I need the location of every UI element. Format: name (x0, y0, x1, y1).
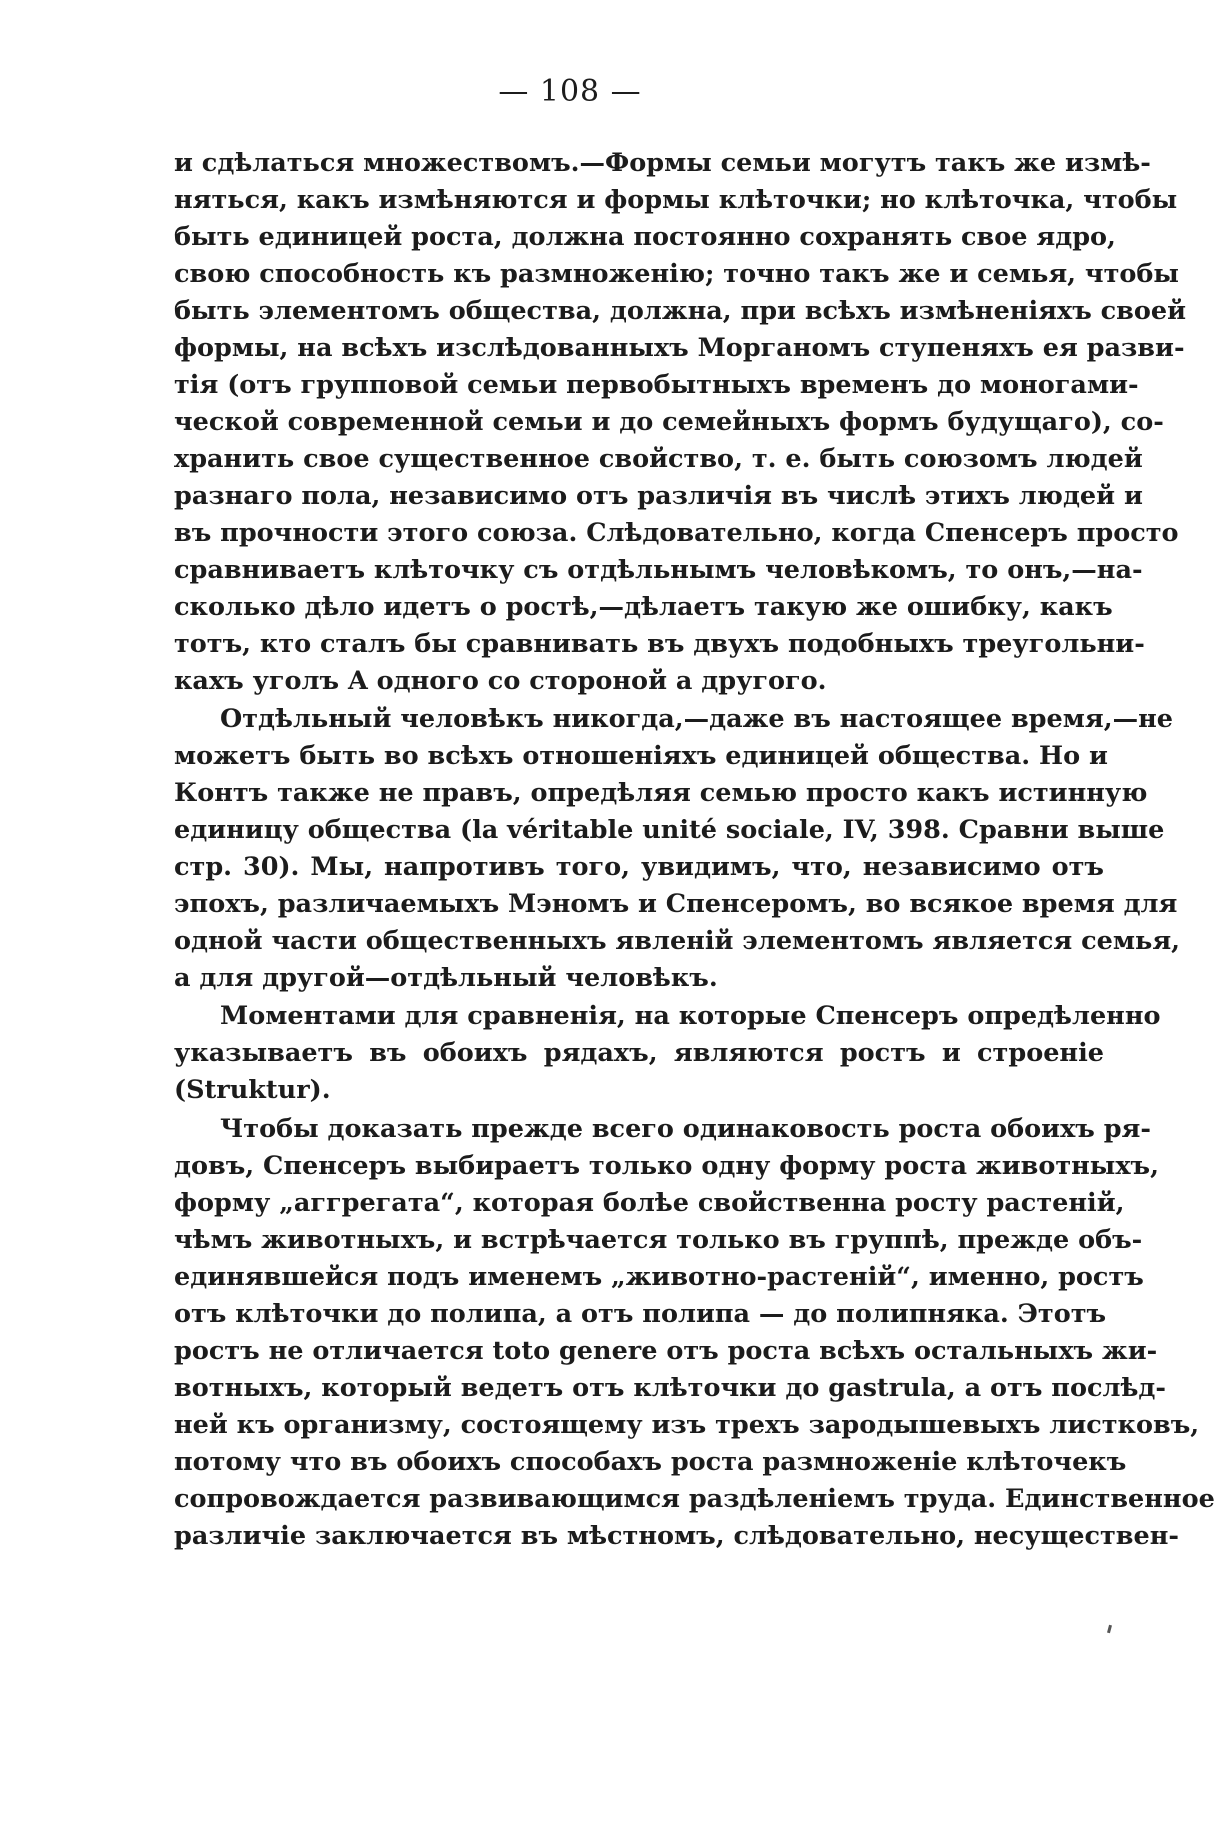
text-line: Моментами для сравненія, на которые Спенсеръ опредѣленно (220, 1001, 1161, 1031)
text-line: эпохъ, различаемыхъ Мэномъ и Спенсеромъ, во всякое время для (174, 889, 1178, 919)
text-line: формы, на всѣхъ изслѣдованныхъ Морганомъ ступеняхъ ея разви- (174, 333, 1185, 363)
text-line: (Struktur). (174, 1075, 331, 1105)
text-line: форму „аггрегата“, которая болѣе свойственна росту растеній, (174, 1188, 1125, 1218)
paragraph (174, 701, 1181, 997)
text-line: хранить свое существенное свойство, т. е. быть союзомъ людей (174, 444, 1143, 474)
text-line: ростъ не отличается toto genere отъ роста всѣхъ остальныхъ жи- (174, 1336, 1158, 1366)
text-line: одной части общественныхъ явленій элементомъ является семья, (174, 926, 1181, 956)
text-line: отъ клѣточки до полипа, а отъ полипа — до полипняка. Этотъ (174, 1299, 1107, 1329)
text-line: вотныхъ, который ведетъ отъ клѣточки до gastrula, а отъ послѣд- (174, 1373, 1166, 1403)
text-line: сопровождается развивающимся раздѣленіемъ труда. Единственное (174, 1484, 1215, 1514)
text-line: свою способность къ размноженію; точно такъ же и семья, чтобы (174, 259, 1179, 289)
text-line: а для другой—отдѣльный человѣкъ. (174, 963, 718, 993)
page-number: — 108 — (498, 74, 642, 109)
text-line: можетъ быть во всѣхъ отношеніяхъ единицей общества. Но и (174, 741, 1108, 771)
text-line: сравниваетъ клѣточку съ отдѣльнымъ человѣкомъ, то онъ,—на- (174, 555, 1143, 585)
text-line: Отдѣльный человѣкъ никогда,—даже въ настоящее время,—не (220, 704, 1173, 734)
text-line: чѣмъ животныхъ, и встрѣчается только въ группѣ, прежде объ- (174, 1225, 1143, 1255)
text-line: потому что въ обоихъ способахъ роста размноженіе клѣточекъ (174, 1447, 1127, 1477)
text-line: сколько дѣло идетъ о ростѣ,—дѣлаетъ такую же ошибку, какъ (174, 592, 1113, 622)
paragraph (174, 1111, 1215, 1555)
text-line: ческой современной семьи и до семейныхъ формъ будущаго), со- (174, 407, 1164, 437)
text-line: разнаго пола, независимо отъ различія въ числѣ этихъ людей и (174, 481, 1143, 511)
text-line: няться, какъ измѣняются и формы клѣточки; но клѣточка, чтобы (174, 185, 1178, 215)
text-line: единявшейся подъ именемъ „животно-растеній“, именно, ростъ (174, 1262, 1144, 1292)
text-line: Чтобы доказать прежде всего одинаковость роста обоихъ ря- (220, 1114, 1151, 1144)
text-line: тія (отъ групповой семьи первобытныхъ временъ до моногами- (174, 370, 1139, 400)
text-line: довъ, Спенсеръ выбираетъ только одну форму роста животныхъ, (174, 1151, 1159, 1181)
text-line: Контъ также не правъ, опредѣляя семью просто какъ истинную (174, 778, 1148, 808)
text-line: единицу общества (la véritable unité sociale, IV, 398. Сравни выше (174, 815, 1165, 845)
text-line: стр. 30). Мы, напротивъ того, увидимъ, что, независимо отъ (174, 852, 1104, 882)
paragraph (174, 145, 1187, 700)
scan-speck (1107, 1625, 1112, 1634)
text-line: указываетъ въ обоихъ рядахъ, являются ростъ и строеніе (174, 1038, 1104, 1068)
text-line: ней къ организму, состоящему изъ трехъ зародышевыхъ листковъ, (174, 1410, 1200, 1440)
text-line: и сдѣлаться множествомъ.—Формы семьи могутъ такъ же измѣ- (174, 148, 1151, 178)
text-line: тотъ, кто сталъ бы сравнивать въ двухъ подобныхъ треугольни- (174, 629, 1145, 659)
paragraph (174, 998, 1161, 1109)
text-line: различіе заключается въ мѣстномъ, слѣдовательно, несуществен- (174, 1521, 1179, 1551)
text-line: быть единицей роста, должна постоянно сохранять свое ядро, (174, 222, 1116, 252)
text-line: быть элементомъ общества, должна, при всѣхъ измѣненіяхъ своей (174, 296, 1187, 326)
text-column (174, 145, 1215, 1555)
text-line: въ прочности этого союза. Слѣдовательно, когда Спенсеръ просто (174, 518, 1179, 548)
text-line: кахъ уголъ A одного со стороной a другого. (174, 666, 827, 696)
